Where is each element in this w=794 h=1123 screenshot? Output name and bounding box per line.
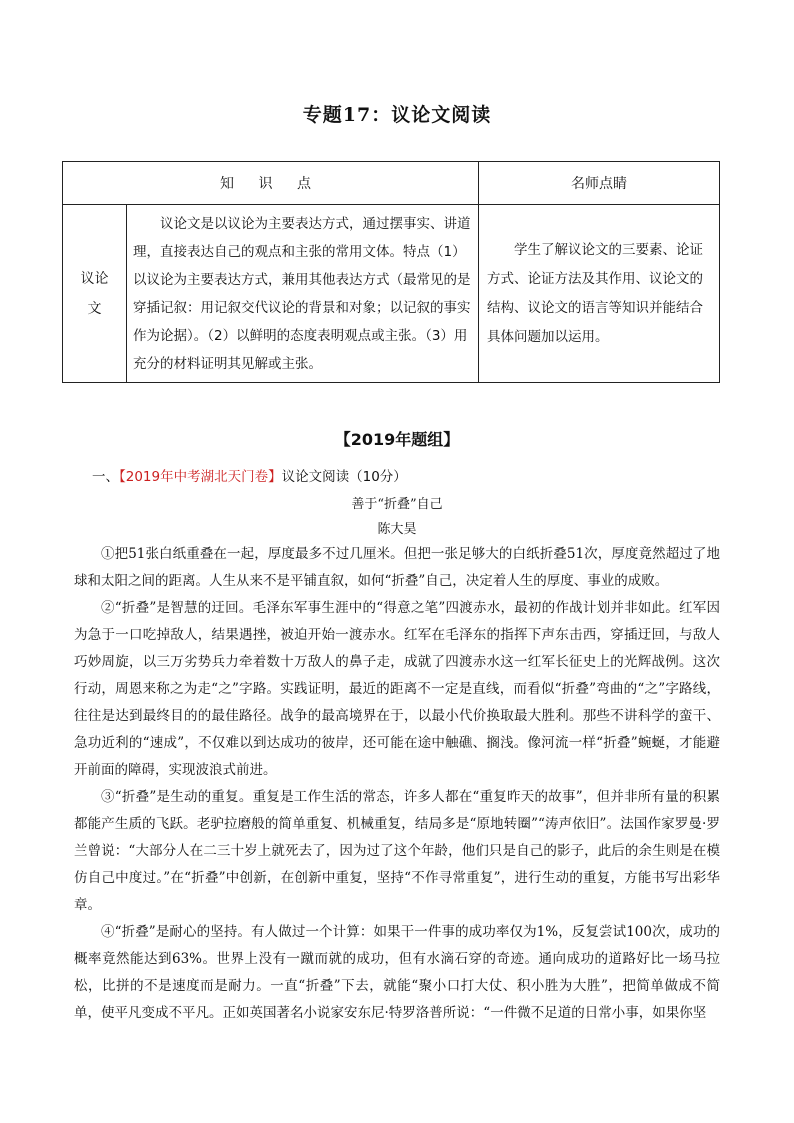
tips-header: 名师点睛 xyxy=(479,162,720,205)
row-label: 议论文 xyxy=(63,205,127,383)
paragraph-3: ③“折叠”是生动的重复。重复是工作生活的常态，许多人都在“重复昨天的故事”，但并非所有量的积累都能产生质的飞跃。老驴拉磨般的简单重复、机械重复，结局多是“原地转圈”“涛声依旧”。法国作家罗曼·罗兰曾说：“大部分人在二三十岁上就死去了，因为过了这个年龄，他们只是自己的影子，此后的余生则是在模仿自己中度过。”在“折叠”中创新，在创新中重复，坚持“不作寻常重复”，进行生动的重复，方能书写出彩华章。 xyxy=(74,789,720,913)
question-source: 【2019年中考湖北天门卷】 xyxy=(119,469,282,485)
group-title: 【2019年题组】 xyxy=(334,430,460,449)
knowledge-header: 知 识 点 xyxy=(63,162,479,205)
article-author: 陈大昊 xyxy=(377,522,417,537)
knowledge-table xyxy=(62,161,720,383)
table-row xyxy=(63,205,720,383)
knowledge-content: 议论文是以议论为主要表达方式，通过摆事实、讲道理，直接表达自己的观点和主张的常用文体。特点（1）以议论为主要表达方式，兼用其他表达方式（最常见的是穿插记叙：用记叙交代议论的背景和对象；以记叙的事实作为论据）。（2）以鲜明的态度表明观点或主张。（3）用充分的材料证明其见解或主张。 xyxy=(127,205,479,383)
question-prefix: 一、 xyxy=(92,469,119,485)
tips-content: 学生了解议论文的三要素、论证方式、论证方法及其作用、议论文的结构、议论文的语言等知识并能结合具体问题加以运用。 xyxy=(479,205,720,383)
question-text: 议论文阅读（10分） xyxy=(281,469,407,485)
table-header-row xyxy=(63,162,720,205)
paragraph-1: ①把51张白纸重叠在一起，厚度最多不过几厘米。但把一张足够大的白纸折叠51次，厚度竟然超过了地球和太阳之间的距离。人生从来不是平铺直叙，如何“折叠”自己，决定着人生的厚度、事业的成败。 xyxy=(74,546,720,589)
page-title: 专题17：议论文阅读 xyxy=(302,104,492,126)
article-title: 善于“折叠”自己 xyxy=(351,497,443,512)
article-body xyxy=(74,541,720,1027)
paragraph-2: ②“折叠”是智慧的迂回。毛泽东军事生涯中的“得意之笔”四渡赤水，最初的作战计划并非如此。红军因为急于一口吃掉敌人，结果遇挫，被迫开始一渡赤水。红军在毛泽东的指挥下声东击西，穿插迂回，与敌人巧妙周旋，以三万劣势兵力牵着数十万敌人的鼻子走，成就了四渡赤水这一红军长征史上的光辉战例。这次行动，周恩来称之为走“之”字路。实践证明，最近的距离不一定是直线，而看似“折叠”弯曲的“之”字路线，往往是达到最终目的的最佳路径。战争的最高境界在于，以最小代价换取最大胜利。那些不讲科学的蛮干、急功近利的“速成”，不仅难以到达成功的彼岸，还可能在途中触礁、搁浅。像河流一样“折叠”蜿蜒，才能避开前面的障碍，实现波浪式前进。 xyxy=(74,600,720,778)
question-heading xyxy=(92,465,407,485)
paragraph-4: ④“折叠”是耐心的坚持。有人做过一个计算：如果干一件事的成功率仅为1%，反复尝试100次，成功的概率竟然能达到63%。世界上没有一蹴而就的成功，但有水滴石穿的奇迹。通向成功的道路好比一场马拉松，比拼的不是速度而是耐力。一直“折叠”下去，就能“聚小口打大仗、积小胜为大胜”，把简单做成不简单，使平凡变成不平凡。正如英国著名小说家安东尼·特罗洛普所说：“一件微不足道的日常小事，如果你坚 xyxy=(74,924,720,1021)
